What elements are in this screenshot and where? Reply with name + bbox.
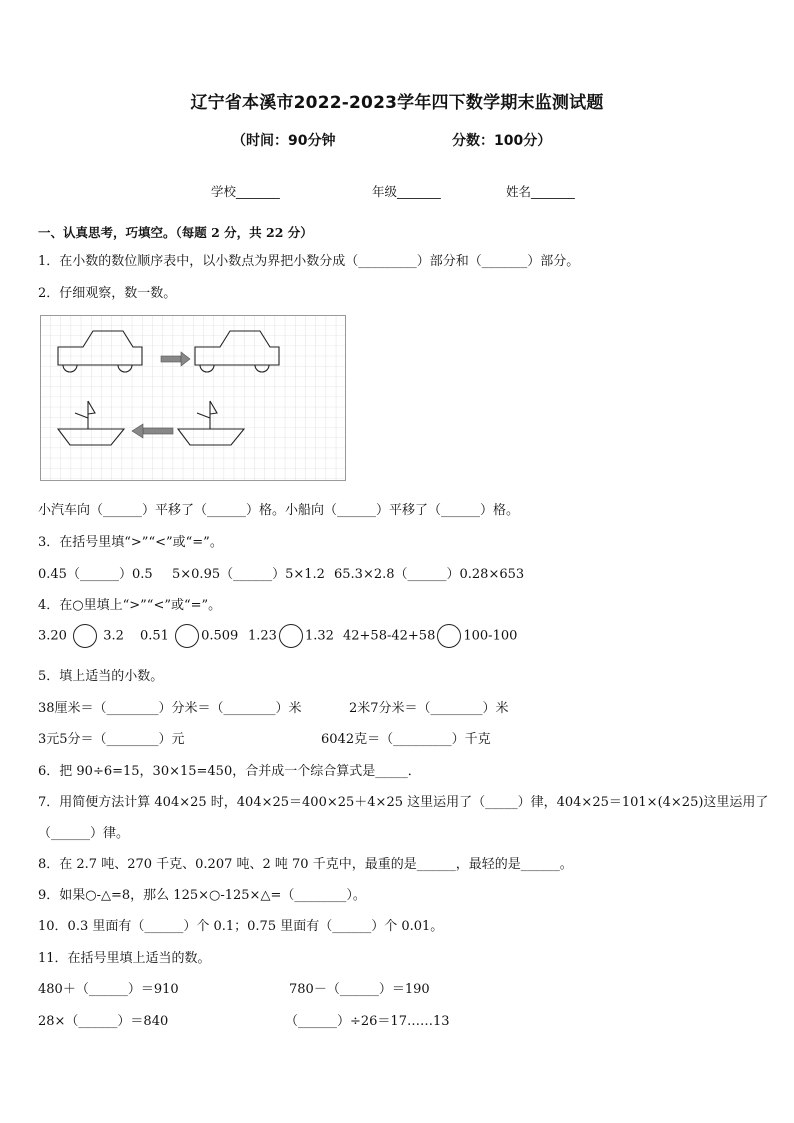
answer-circle[interactable] — [437, 624, 461, 648]
time-label: （时间：90分钟 — [232, 133, 336, 149]
q5-item: 6042克＝（_________）千克 — [321, 732, 491, 747]
name-field: 姓名_______ — [506, 184, 575, 199]
q4-item — [343, 624, 517, 648]
question-11: 11．在括号里填上适当的数。 — [38, 951, 211, 966]
question-3: 3．在括号里填“>”“<”或“=”。 — [38, 535, 223, 550]
section-heading: 一、认真思考，巧填空。（每题 2 分，共 22 分） — [38, 225, 313, 240]
q5-item: 2米7分米＝（________）米 — [349, 701, 509, 716]
q4-left-value: 1.23 — [248, 628, 277, 644]
translation-grid-figure — [40, 315, 346, 481]
question-7-continued: （______）律。 — [38, 826, 130, 841]
q11-item: 780－（______）＝190 — [289, 982, 430, 997]
q4-left-value: 42+58-42+58 — [343, 628, 436, 644]
q4-left-value: 0.51 — [140, 628, 169, 644]
q4-item — [38, 624, 124, 648]
score-label: 分数：100分） — [452, 133, 552, 149]
q4-right-value: 1.32 — [304, 628, 334, 644]
q4-item — [248, 624, 334, 648]
question-1: 1．在小数的数位顺序表中，以小数点为界把小数分成（_________）部分和（_______）部分。 — [38, 254, 580, 269]
question-2: 2．仔细观察，数一数。 — [38, 286, 177, 301]
q4-left-value: 3.20 — [38, 628, 67, 644]
question-4: 4．在○里填上“>”“<”或“=”。 — [38, 598, 222, 613]
school-field: 学校_______ — [211, 184, 280, 199]
q4-right-value: 0.509 — [201, 628, 239, 644]
question-10: 10．0.3 里面有（______）个 0.1；0.75 里面有（______）个 0.01。 — [38, 919, 444, 934]
q11-item: （______）÷26＝17……13 — [285, 1014, 450, 1029]
answer-circle[interactable] — [73, 624, 97, 648]
page-title: 辽宁省本溪市2022-2023学年四下数学期末监测试题 — [190, 93, 604, 113]
q4-right-value: 100-100 — [463, 628, 518, 644]
q11-item: 480＋（______）＝910 — [38, 982, 179, 997]
question-9: 9．如果○-△=8，那么 125×○-125×△=（________）。 — [38, 888, 366, 903]
q4-right-value: 3.2 — [103, 628, 124, 644]
q4-item — [140, 624, 238, 648]
answer-circle[interactable] — [279, 624, 303, 648]
q11-item: 28×（______）＝840 — [38, 1014, 169, 1029]
question-7: 7．用简便方法计算 404×25 时，404×25＝400×25＋4×25 这里运用了（_____）律，404×25＝101×(4×25)这里运用了 — [38, 795, 769, 810]
question-5: 5．填上适当的小数。 — [38, 669, 164, 684]
q3-item: 5×0.95（______）5×1.2 — [172, 567, 325, 582]
answer-circle[interactable] — [175, 624, 199, 648]
question-8: 8．在 2.7 吨、270 千克、0.207 吨、2 吨 70 千克中，最重的是______，最轻的是______。 — [38, 857, 573, 872]
question-2-answer-line: 小汽车向（______）平移了（______）格。小船向（______）平移了（______）格。 — [38, 503, 520, 518]
question-6: 6．把 90÷6=15，30×15=450，合并成一个综合算式是_____． — [38, 764, 421, 779]
grade-field: 年级_______ — [372, 184, 441, 199]
q5-item: 38厘米＝（________）分米＝（________）米 — [38, 701, 302, 716]
q3-item: 65.3×2.8（______）0.28×653 — [334, 567, 525, 582]
q3-item: 0.45（______）0.5 — [38, 567, 153, 582]
q5-item: 3元5分＝（________）元 — [38, 732, 185, 747]
